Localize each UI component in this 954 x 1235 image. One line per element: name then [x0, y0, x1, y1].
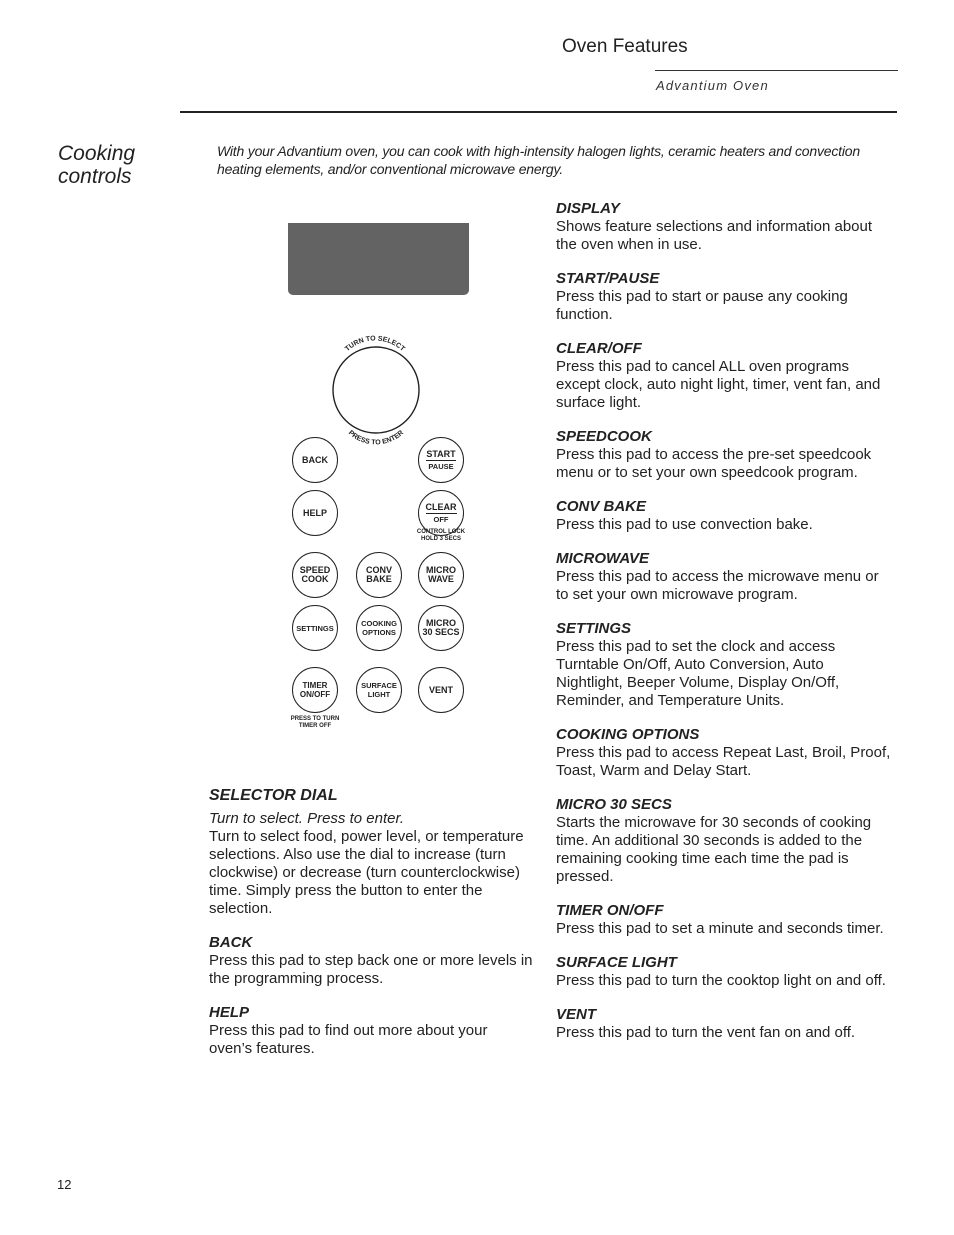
right-descriptions: [556, 200, 891, 1058]
item-heading: DISPLAY: [556, 200, 620, 217]
control-lock-caption: CONTROL LOCK HOLD 3 SECS: [416, 529, 466, 542]
item-heading: BACK: [209, 934, 253, 951]
timer-off-caption: PRESS TO TURN TIMER OFF: [290, 716, 340, 729]
item-body: Press this pad to turn the vent fan on and off.: [556, 1024, 856, 1041]
item-heading: SELECTOR DIAL: [209, 787, 338, 804]
dial-bottom-label: PRESS TO ENTER: [346, 429, 406, 447]
description-item: [556, 200, 891, 254]
description-item: [556, 726, 891, 780]
dial-circle: [333, 347, 419, 433]
item-subheading: Turn to select. Press to enter.: [209, 810, 405, 827]
micro-30-secs-pad: MICRO 30 SECS: [418, 605, 464, 651]
item-body: Shows feature selections and information about the oven when in use.: [556, 218, 873, 253]
item-body: Press this pad to set the clock and access Turntable On/Off, Auto Conversion, Auto Nightlight, Beeper Volume, Display On/Off, Reminder, and Temperature Units.: [556, 638, 840, 709]
description-item: [209, 934, 534, 988]
start-pause-pad: START PAUSE: [418, 437, 464, 483]
description-item: [209, 1004, 534, 1058]
item-body: Starts the microwave for 30 seconds of cooking time. An additional 30 seconds is added to the remaining cooking time each time the pad is pressed.: [556, 814, 872, 885]
header-divider: [180, 111, 897, 113]
item-heading: START/PAUSE: [556, 270, 660, 287]
item-heading: MICRO 30 SECS: [556, 796, 672, 813]
description-item: [556, 954, 891, 990]
vent-pad: VENT: [418, 667, 464, 713]
item-body: Press this pad to access Repeat Last, Broil, Proof, Toast, Warm and Delay Start.: [556, 744, 891, 779]
item-body: Press this pad to access the pre-set speedcook menu or to set your own speedcook program.: [556, 446, 872, 481]
item-heading: MICROWAVE: [556, 550, 650, 567]
item-body: Press this pad to cancel ALL oven programs except clock, auto night light, timer, vent fan, and surface light.: [556, 358, 881, 411]
page-number: 12: [57, 1177, 72, 1192]
display-screen: [288, 223, 469, 295]
item-heading: COOKING OPTIONS: [556, 726, 700, 743]
left-descriptions: [209, 787, 534, 1074]
back-pad: BACK: [292, 437, 338, 483]
item-heading: TIMER ON/OFF: [556, 902, 664, 919]
intro-paragraph: With your Advantium oven, you can cook with high-intensity halogen lights, ceramic heaters and convection heating elements, and/or conventional microwave energy.: [217, 143, 860, 177]
conv-bake-pad: CONV BAKE: [356, 552, 402, 598]
description-item: [556, 1006, 891, 1042]
help-pad: HELP: [292, 490, 338, 536]
item-body: Press this pad to access the microwave menu or to set your own microwave program.: [556, 568, 879, 603]
item-body: Press this pad to step back one or more levels in the programming process.: [209, 952, 533, 987]
item-heading: CLEAR/OFF: [556, 340, 642, 357]
description-item: [556, 902, 891, 938]
timer-on-off-pad: TIMER ON/OFF: [292, 667, 338, 713]
description-item: [209, 787, 534, 918]
item-heading: SETTINGS: [556, 620, 632, 637]
dial-top-label: TURN TO SELECT: [344, 335, 406, 353]
item-body: Turn to select food, power level, or temperature selections. Also use the dial to increase (turn clockwise) or decrease (turn counterclockwise) time. Simply press the button to enter the selection.: [209, 828, 524, 917]
description-item: [556, 620, 891, 710]
cooking-options-pad: COOKING OPTIONS: [356, 605, 402, 651]
item-heading: VENT: [556, 1006, 597, 1023]
surface-light-pad: SURFACE LIGHT: [356, 667, 402, 713]
description-item: [556, 270, 891, 324]
page-header-title: Oven Features: [562, 36, 688, 57]
description-item: [556, 550, 891, 604]
selector-dial: [325, 335, 425, 450]
description-item: [556, 428, 891, 482]
microwave-pad: MICRO WAVE: [418, 552, 464, 598]
header-divider-short: [655, 70, 898, 71]
item-heading: SPEEDCOOK: [556, 428, 652, 445]
item-heading: SURFACE LIGHT: [556, 954, 677, 971]
item-body: Press this pad to find out more about your oven’s features.: [209, 1022, 488, 1057]
page-header-subtitle: Advantium Oven: [656, 78, 769, 93]
description-item: [556, 796, 891, 886]
item-heading: CONV BAKE: [556, 498, 647, 515]
item-body: Press this pad to start or pause any cooking function.: [556, 288, 848, 323]
item-heading: HELP: [209, 1004, 250, 1021]
clear-off-pad: CLEAR OFF: [418, 490, 464, 536]
settings-pad: SETTINGS: [292, 605, 338, 651]
item-body: Press this pad to turn the cooktop light on and off.: [556, 972, 886, 989]
item-body: Press this pad to use convection bake.: [556, 516, 813, 533]
item-body: Press this pad to set a minute and seconds timer.: [556, 920, 884, 937]
section-title: Cooking controls: [58, 142, 136, 188]
description-item: [556, 498, 891, 534]
speedcook-pad: SPEED COOK: [292, 552, 338, 598]
description-item: [556, 340, 891, 412]
